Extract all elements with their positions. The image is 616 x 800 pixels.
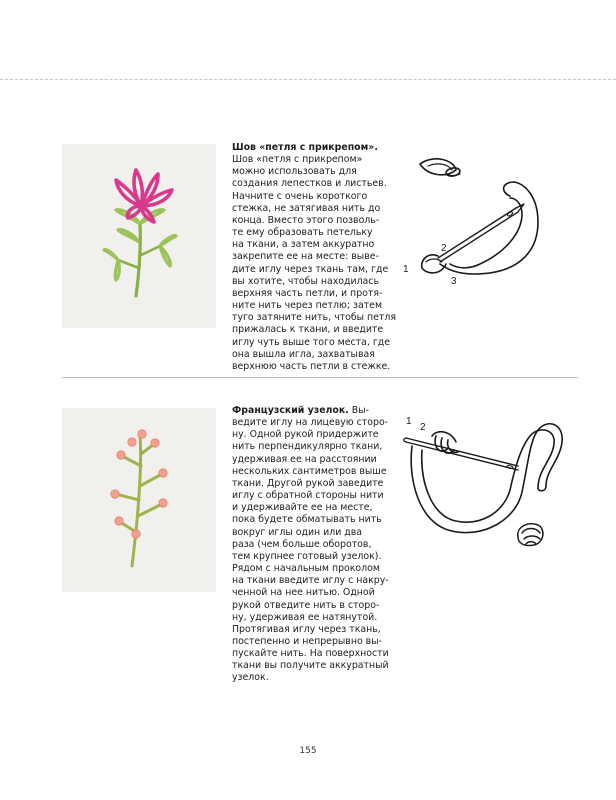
text-line: Протягивая иглу через ткань, — [232, 623, 381, 635]
petal-loop — [128, 206, 141, 218]
french-knot — [132, 530, 140, 538]
text-line: ведите иглу на лицевую сторо- — [232, 417, 389, 429]
text-line: раза (чем больше оборотов, — [232, 538, 372, 550]
text-line: дите иглу через ткань там, где — [232, 263, 389, 275]
section-divider — [62, 377, 578, 378]
text-line: иглу с обратной стороны нити — [232, 490, 384, 502]
french-knot-description — [232, 405, 390, 685]
leaf-loop — [104, 250, 118, 260]
diagram-label-1: 1 — [406, 416, 412, 427]
text-line: узелок. — [232, 672, 269, 684]
text-line: закрепите ее на месте: выве- — [232, 251, 379, 263]
text-line: иглу чуть выше того места, где — [232, 336, 391, 348]
text-line — [232, 405, 390, 417]
lazy-daisy-description — [232, 142, 396, 373]
french-knot — [115, 517, 123, 525]
text-line: на ткани введите иглу с накру- — [232, 575, 389, 587]
top-dashed-divider — [0, 79, 616, 80]
diagram-label-1: 1 — [403, 264, 409, 275]
text-line: прижалась к ткани, и введите — [232, 324, 384, 336]
page-number: 155 — [299, 746, 317, 756]
text-line: постепенно и непрерывно вы- — [232, 635, 382, 647]
diagram-label-2: 2 — [420, 422, 426, 433]
text-line: нескольких сантиметров выше — [232, 465, 387, 477]
text-line: нить перпендикулярно ткани, — [232, 441, 383, 453]
french-knot — [117, 451, 125, 459]
text-line: удерживая ее на расстоянии — [232, 453, 377, 465]
thread-and-needle — [422, 182, 538, 274]
lazy-daisy-flower-photo — [62, 144, 216, 328]
leaf-loop — [118, 230, 139, 242]
french-knot-title: Французский узелок. — [232, 405, 349, 416]
text-line: те ему образовать петельку — [232, 227, 373, 239]
lazy-daisy-title: Шов «петля с прикрепом». — [232, 142, 378, 153]
text-line: рукой отведите нить в сторо- — [232, 599, 380, 611]
text-line: пускайте нить. На поверхности — [232, 648, 389, 660]
french-knot — [111, 490, 119, 498]
leaf-loop — [160, 246, 170, 266]
text-line: тем крупнее готовый узелок). — [232, 550, 382, 562]
french-knot — [159, 499, 167, 507]
text-line: ченной на нее нитью. Одной — [232, 587, 375, 599]
flower-branch — [139, 246, 160, 256]
text-line: Рядом с начальным проколом — [232, 563, 380, 575]
sprig-branch — [138, 504, 162, 516]
text-line: создания лепестков и листьев. — [232, 178, 387, 190]
text-line: ткани. Другой рукой заведите — [232, 477, 384, 489]
text-line: ну. Одной рукой придержите — [232, 429, 379, 441]
text-line: ну, удерживая ее натянутой. — [232, 611, 378, 623]
text-line: туго затяните нить, чтобы петля — [232, 312, 396, 324]
flower-stem — [136, 224, 140, 296]
finished-loop-illustration — [420, 159, 461, 177]
text-line-continuation: Вы- — [348, 405, 369, 416]
french-knot — [128, 438, 136, 446]
finished-knot-illustration — [512, 519, 548, 551]
text-line: пока будете обматывать нить — [232, 514, 382, 526]
text-line: вы хотите, чтобы находилась — [232, 275, 379, 287]
text-line: Шов «петля с прикрепом» — [232, 154, 363, 166]
lazy-daisy-stitch-diagram — [398, 152, 558, 312]
sprig-branch — [140, 474, 162, 486]
text-line: вокруг иглы один или два — [232, 526, 363, 538]
text-line: ните нить через петлю; затем — [232, 300, 383, 312]
text-line: на ткани, а затем аккуратно — [232, 239, 375, 251]
diagram-label-3: 3 — [451, 276, 457, 287]
text-line: можно использовать для — [232, 166, 357, 178]
text-line: стежка, не затягивая нить до — [232, 202, 381, 214]
text-line: верхнюю часть петли в стежке. — [232, 360, 391, 372]
text-line: она вышла игла, захватывая — [232, 348, 375, 360]
leaf-loop — [115, 260, 119, 280]
text-line: ткани вы получите аккуратный — [232, 660, 389, 672]
diagram-label-2: 2 — [441, 243, 447, 254]
text-line: верхняя часть петли, и протя- — [232, 287, 383, 299]
thread-and-needle — [404, 424, 562, 533]
french-knot — [159, 469, 167, 477]
text-line: конца. Вместо этого позволь- — [232, 214, 380, 226]
flower-branch — [118, 260, 139, 268]
text-line: и удерживайте ее на месте, — [232, 502, 373, 514]
text-line: Начните с очень короткого — [232, 190, 368, 202]
leaf-loop — [160, 236, 176, 246]
french-knot — [151, 439, 159, 447]
french-knot-sprig-photo — [62, 408, 216, 592]
french-knot — [138, 430, 146, 438]
